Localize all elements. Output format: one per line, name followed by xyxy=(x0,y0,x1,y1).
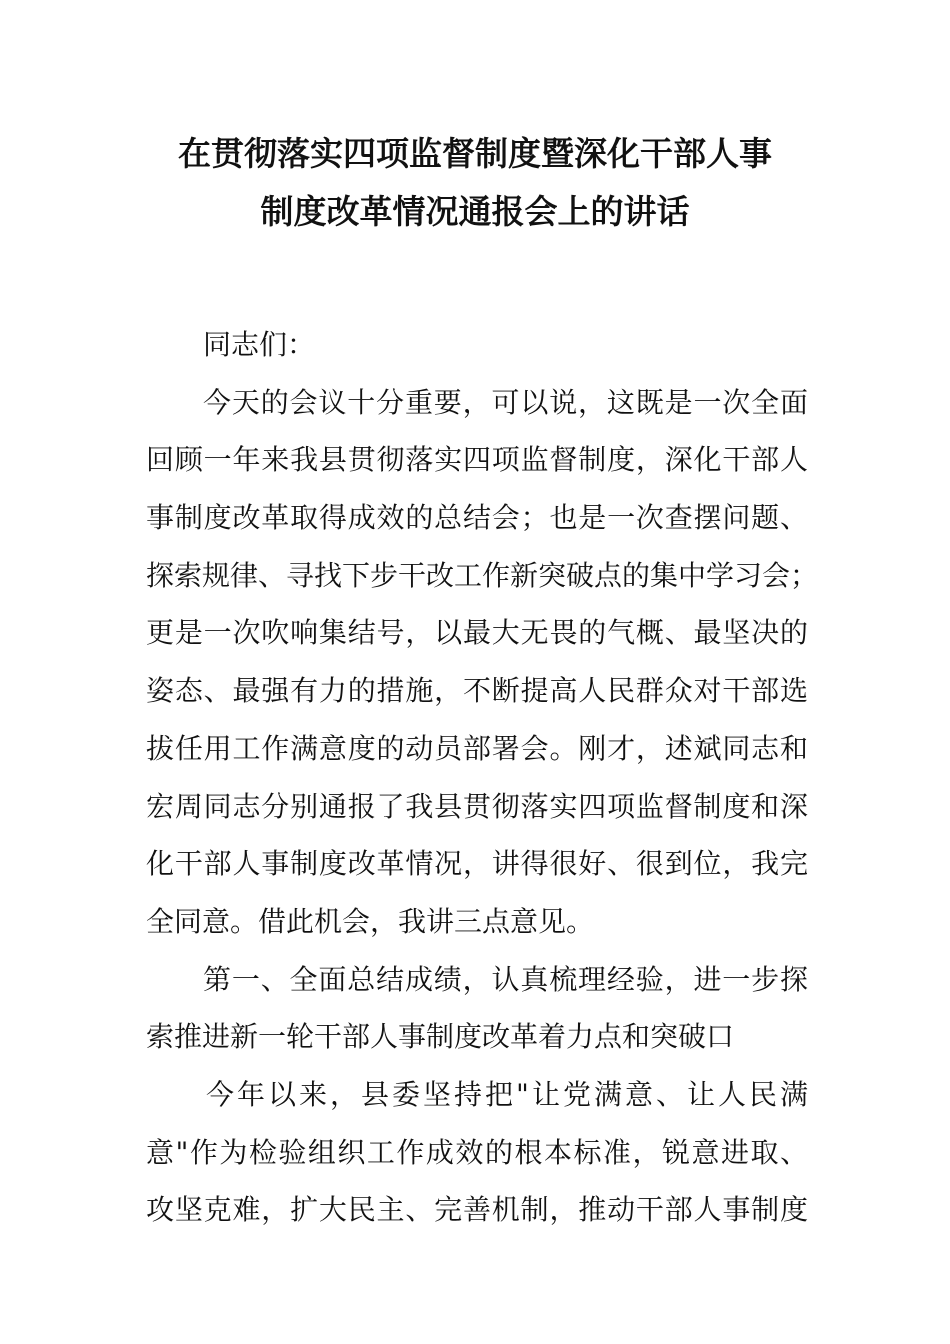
salutation-line: 同志们： xyxy=(203,328,316,361)
paragraph-1-line-1: 今天的会议十分重要，可以说，这既是一次全面 xyxy=(203,385,808,419)
paragraph-2-line-2: 意"作为检验组织工作成效的根本标准，锐意进取、 xyxy=(146,1135,808,1169)
paragraph-2-line-3: 攻坚克难，扩大民主、完善机制，推动干部人事制度 xyxy=(146,1193,808,1227)
document-title-line-2: 制度改革情况通报会上的讲话 xyxy=(260,192,690,231)
document-title-line-1: 在贯彻落实四项监督制度暨深化干部人事 xyxy=(178,134,772,173)
paragraph-2-line-1: 今年以来，县委坚持把"让党满意、让人民满 xyxy=(206,1077,808,1111)
paragraph-1-line-6: 姿态、最强有力的措施，不断提高人民群众对干部选 xyxy=(146,674,808,708)
document-body xyxy=(146,316,819,1239)
paragraph-1-line-10: 全同意。借此机会，我讲三点意见。 xyxy=(146,904,595,938)
paragraph-1-line-9: 化干部人事制度改革情况，讲得很好、很到位，我完 xyxy=(146,847,808,881)
paragraph-1-line-8: 宏周同志分别通报了我县贯彻落实四项监督制度和深 xyxy=(146,789,808,823)
section-heading-line-2: 索推进新一轮干部人事制度改革着力点和突破口 xyxy=(146,1020,735,1054)
paragraph-1-line-7: 拔任用工作满意度的动员部署会。刚才，述斌同志和 xyxy=(146,731,808,765)
section-heading-line-1: 第一、全面总结成绩，认真梳理经验，进一步探 xyxy=(203,962,808,996)
paragraph-1-line-5: 更是一次吹响集结号，以最大无畏的气概、最坚决的 xyxy=(146,616,808,650)
paragraph-1-line-2: 回顾一年来我县贯彻落实四项监督制度，深化干部人 xyxy=(146,443,808,477)
paragraph-1-line-4: 探索规律、寻找下步干改工作新突破点的集中学习会； xyxy=(146,558,819,592)
paragraph-1-line-3: 事制度改革取得成效的总结会；也是一次查摆问题、 xyxy=(146,501,808,535)
